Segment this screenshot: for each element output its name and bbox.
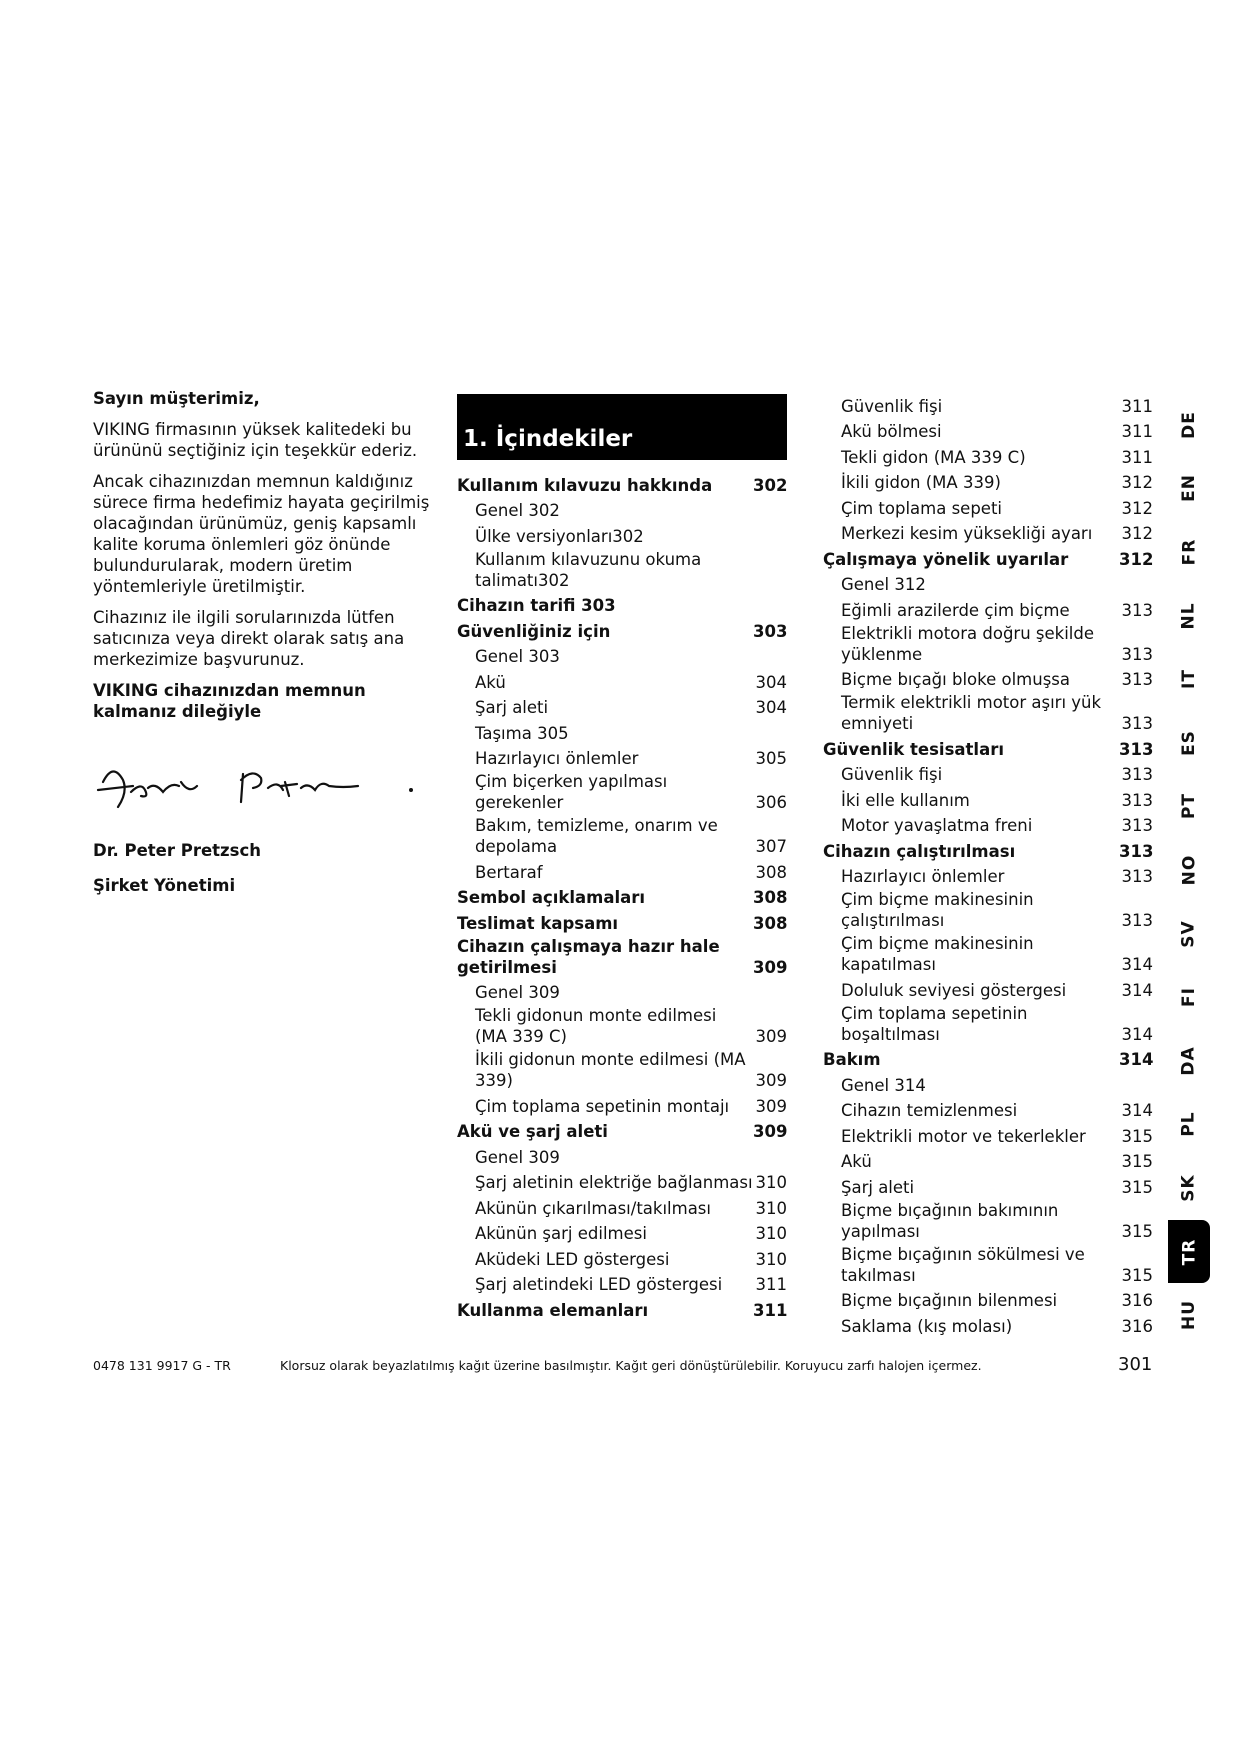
toc-entry-title: Cihazın tarifi 303 xyxy=(457,596,616,615)
toc-entry-title: Sembol açıklamaları xyxy=(457,888,646,907)
toc-entry-page: 304 xyxy=(755,698,787,717)
toc-entry-page xyxy=(1119,1096,1153,1098)
toc-entry-page: 315 xyxy=(1121,1177,1153,1197)
toc-entry[interactable] xyxy=(823,1244,1153,1288)
toc-entry-title: Kullanma elemanları xyxy=(457,1300,649,1320)
toc-entry[interactable] xyxy=(823,692,1153,736)
toc-entry-page: 309 xyxy=(753,1122,788,1141)
toc-entry-page xyxy=(753,521,787,523)
language-tab-fi[interactable] xyxy=(1168,965,1210,1029)
toc-entry-page: 311 xyxy=(1121,422,1153,441)
toc-entry-title: Akü xyxy=(841,1152,872,1171)
toc-entry-page: 302 xyxy=(753,475,788,495)
toc-entry-title: Akü ve şarj aleti xyxy=(457,1122,608,1141)
letter-paragraph: Ancak cihazınızdan memnun kaldığınız sürece firma hedefimiz hayata geçirilmiş olacağından ürünümüz, geniş kapsamlı kalite koruma önlemleri göz önünde bulundurularak, modern üretim yöntemleriyle üretilmiştir. xyxy=(93,472,430,596)
toc-entry[interactable] xyxy=(457,910,787,936)
toc-entry-title: Hazırlayıcı önlemler xyxy=(475,749,639,768)
toc-entry[interactable] xyxy=(823,470,1153,496)
toc-entry-title: Genel 312 xyxy=(841,575,926,594)
language-tab-label: DA xyxy=(1179,1046,1199,1076)
toc-entry-title: Termik elektrikli motor aşırı yük emniyeti xyxy=(841,693,1102,733)
signer-title: Şirket Yönetimi xyxy=(93,876,236,895)
toc-entry-title: Aküdeki LED göstergesi xyxy=(475,1249,670,1269)
toc-entry-title: Bakım xyxy=(823,1050,881,1069)
toc-entry[interactable] xyxy=(457,1221,787,1247)
toc-entry-title: Akü bölmesi xyxy=(841,422,942,441)
toc-entry[interactable] xyxy=(457,936,787,980)
language-tab-fr[interactable] xyxy=(1168,520,1210,584)
toc-entry[interactable] xyxy=(823,1003,1153,1047)
toc-entry-page xyxy=(753,1168,787,1170)
toc-entry-title: İkili gidonun monte edilmesi (MA 339) xyxy=(475,1050,746,1090)
toc-entry[interactable] xyxy=(823,1200,1153,1244)
language-tab-hu[interactable] xyxy=(1168,1283,1210,1347)
language-tab-label: HU xyxy=(1178,1300,1199,1331)
toc-entry-title: Saklama (kış molası) xyxy=(841,1316,1013,1336)
page-number: 301 xyxy=(1118,1354,1153,1375)
letter-paragraph: Cihazınız ile ilgili sorularınızda lütfen satıcınıza veya direkt olarak satış ana merkezimize başvurunuz. xyxy=(93,608,405,669)
toc-entry-page: 311 xyxy=(753,1300,788,1320)
language-tab-label: EN xyxy=(1179,474,1199,503)
toc-entry-title: Biçme bıçağının bakımının yapılması xyxy=(841,1200,1059,1241)
language-tab-label: ES xyxy=(1178,729,1199,756)
toc-entry-title: Çim biçerken yapılması gerekenler xyxy=(475,772,668,812)
toc-entry[interactable] xyxy=(457,746,787,772)
language-tab-label: SK xyxy=(1178,1174,1199,1202)
toc-entry-title: Çim biçme makinesinin kapatılması xyxy=(841,934,1034,974)
toc-entry-title: Güvenlik tesisatları xyxy=(823,739,1004,759)
toc-entry-page xyxy=(753,616,787,618)
toc-entry-title: Kullanım kılavuzunu okuma talimatı302 xyxy=(475,549,702,590)
toc-entry-title: Genel 309 xyxy=(475,983,560,1002)
toc-entry-title: Cihazın çalışmaya hazır hale getirilmesi xyxy=(457,936,720,977)
toc-entry-page: 306 xyxy=(755,793,787,812)
language-tab-it[interactable] xyxy=(1168,647,1210,711)
toc-entry[interactable] xyxy=(823,623,1153,667)
toc-entry[interactable] xyxy=(457,1049,787,1093)
toc-entry-page: 313 xyxy=(1121,765,1153,784)
toc-entry-page: 305 xyxy=(755,749,787,768)
toc-entry-title: Biçme bıçağının bilenmesi xyxy=(841,1291,1058,1310)
toc-entry-page: 315 xyxy=(1121,1126,1153,1146)
toc-entry-page: 303 xyxy=(753,621,788,641)
toc-column-right xyxy=(823,393,1153,1339)
toc-entry-title: Akünün şarj edilmesi xyxy=(475,1224,647,1243)
signer-name: Dr. Peter Pretzsch xyxy=(93,841,261,860)
toc-entry[interactable] xyxy=(823,787,1153,813)
toc-entry[interactable] xyxy=(823,736,1153,762)
toc-title: 1. İçindekiler xyxy=(463,426,633,452)
toc-entry[interactable] xyxy=(823,813,1153,839)
language-tab-label: NO xyxy=(1179,854,1199,886)
toc-entry-title: Cihazın temizlenmesi xyxy=(841,1101,1018,1120)
language-tab-nl[interactable] xyxy=(1168,584,1210,648)
toc-entry[interactable] xyxy=(823,977,1153,1003)
toc-entry-title: Biçme bıçağının sökülmesi ve takılması xyxy=(841,1244,1085,1285)
toc-column-middle xyxy=(457,472,787,1323)
toc-entry-page: 313 xyxy=(1121,644,1153,664)
toc-entry[interactable] xyxy=(823,1174,1153,1200)
toc-entry-page: 315 xyxy=(1121,1221,1153,1241)
toc-entry-title: Motor yavaşlatma freni xyxy=(841,816,1033,835)
paper-note: Klorsuz olarak beyazlatılmış kağıt üzerine basılmıştır. Kağıt geri dönüştürülebilir. Koruyucu zarfı halojen içermez. xyxy=(280,1358,982,1373)
language-tab-en[interactable] xyxy=(1168,457,1210,521)
language-tab-label: TR xyxy=(1179,1238,1199,1265)
toc-entry-page: 316 xyxy=(1121,1316,1153,1336)
toc-entry-title: Elektrikli motora doğru şekilde yüklenme xyxy=(841,623,1095,664)
toc-entry-title: Eğimli arazilerde çim biçme xyxy=(841,600,1070,620)
toc-entry[interactable] xyxy=(457,720,787,746)
toc-entry[interactable] xyxy=(457,1093,787,1119)
toc-entry[interactable] xyxy=(457,1195,787,1221)
toc-entry[interactable] xyxy=(457,549,787,593)
handwritten-signature xyxy=(93,752,433,822)
toc-entry[interactable] xyxy=(823,546,1153,572)
toc-entry-page: 311 xyxy=(1121,447,1153,467)
toc-entry-page: 315 xyxy=(1121,1265,1153,1285)
toc-entry-page: 308 xyxy=(753,913,788,933)
toc-entry-page xyxy=(753,1003,787,1005)
language-tab-label: DE xyxy=(1178,410,1199,439)
language-tab-pt[interactable] xyxy=(1168,775,1210,839)
language-tab-tr[interactable] xyxy=(1168,1220,1210,1284)
toc-entry-page: 309 xyxy=(755,1096,787,1116)
toc-entry-title: Tekli gidon (MA 339 C) xyxy=(841,447,1026,467)
toc-entry-title: Bertaraf xyxy=(475,862,543,882)
toc-entry[interactable] xyxy=(823,419,1153,445)
toc-entry-page: 313 xyxy=(1121,600,1153,620)
toc-entry-page: 313 xyxy=(1119,739,1154,759)
toc-entry-page: 314 xyxy=(1121,1101,1153,1120)
toc-entry-title: Taşıma 305 xyxy=(475,723,569,743)
toc-entry-page: 314 xyxy=(1121,980,1153,1000)
toc-entry[interactable] xyxy=(457,695,787,721)
toc-entry-title: Cihazın çalıştırılması xyxy=(823,841,1016,861)
toc-entry-page: 311 xyxy=(755,1275,787,1294)
toc-entry[interactable] xyxy=(457,644,787,670)
toc-entry[interactable] xyxy=(457,523,787,549)
toc-entry-title: Şarj aletindeki LED göstergesi xyxy=(475,1275,723,1294)
toc-entry-page: 307 xyxy=(755,837,787,856)
toc-entry-title: İkili gidon (MA 339) xyxy=(841,473,1001,492)
toc-entry[interactable] xyxy=(823,838,1153,864)
toc-entry-page: 310 xyxy=(755,1224,787,1243)
toc-entry-page: 314 xyxy=(1119,1050,1154,1069)
toc-entry-page: 312 xyxy=(1119,549,1154,569)
toc-entry-title: Genel 314 xyxy=(841,1075,926,1095)
toc-title-banner xyxy=(457,394,787,460)
toc-entry[interactable] xyxy=(823,762,1153,788)
toc-entry[interactable] xyxy=(823,1072,1153,1098)
language-tab-de[interactable] xyxy=(1168,393,1210,457)
toc-entry[interactable] xyxy=(457,815,787,859)
toc-entry-page: 310 xyxy=(755,1249,787,1269)
toc-entry-title: Genel 302 xyxy=(475,501,560,520)
language-tab-label: SV xyxy=(1179,919,1199,948)
toc-entry-page: 313 xyxy=(1121,714,1153,733)
toc-entry[interactable] xyxy=(823,1313,1153,1339)
toc-entry-page: 308 xyxy=(755,862,787,882)
toc-entry[interactable] xyxy=(457,1119,787,1145)
toc-entry-page: 309 xyxy=(755,1027,787,1046)
toc-entry[interactable] xyxy=(457,618,787,644)
toc-entry-title: Ülke versiyonları302 xyxy=(475,526,644,546)
toc-entry[interactable] xyxy=(457,771,787,815)
toc-entry-page xyxy=(753,667,787,669)
toc-entry-title: Çim biçme makinesinin çalıştırılması xyxy=(841,890,1034,930)
toc-entry-title: Bakım, temizleme, onarım ve depolama xyxy=(475,816,718,856)
toc-entry[interactable] xyxy=(823,393,1153,419)
toc-entry-page xyxy=(1119,595,1153,597)
toc-entry-page xyxy=(753,744,787,746)
toc-entry[interactable] xyxy=(823,521,1153,547)
toc-entry[interactable] xyxy=(457,498,787,524)
document-code: 0478 131 9917 G - TR xyxy=(93,1358,231,1373)
toc-entry-title: Elektrikli motor ve tekerlekler xyxy=(841,1126,1086,1146)
toc-entry-page: 313 xyxy=(1121,911,1153,930)
toc-entry-title: Merkezi kesim yüksekliği ayarı xyxy=(841,524,1093,543)
toc-entry-page: 310 xyxy=(755,1198,787,1218)
toc-entry[interactable] xyxy=(823,1047,1153,1073)
toc-entry-title: Çalışmaya yönelik uyarılar xyxy=(823,549,1069,569)
toc-entry-page: 315 xyxy=(1121,1152,1153,1171)
language-tab-label: NL xyxy=(1179,602,1199,630)
toc-entry-title: Akü xyxy=(475,672,506,692)
toc-entry-page: 316 xyxy=(1121,1291,1153,1310)
toc-entry[interactable] xyxy=(457,669,787,695)
toc-entry-title: Çim toplama sepetinin boşaltılması xyxy=(841,1003,1028,1044)
toc-entry[interactable] xyxy=(457,1144,787,1170)
toc-entry-title: Biçme bıçağı bloke olmuşsa xyxy=(841,670,1071,689)
toc-entry[interactable] xyxy=(457,1246,787,1272)
toc-entry[interactable] xyxy=(823,667,1153,693)
toc-entry-title: Tekli gidonun monte edilmesi (MA 339 C) xyxy=(475,1006,717,1046)
toc-entry-title: Kullanım kılavuzu hakkında xyxy=(457,475,713,495)
toc-entry-title: Güvenlik fişi xyxy=(841,396,943,416)
toc-entry[interactable] xyxy=(823,1098,1153,1124)
language-tab-sv[interactable] xyxy=(1168,902,1210,966)
toc-entry-page: 308 xyxy=(753,888,788,907)
toc-entry-page: 313 xyxy=(1121,790,1153,810)
toc-entry-page xyxy=(753,591,787,593)
toc-entry[interactable] xyxy=(457,980,787,1006)
toc-entry-page: 312 xyxy=(1121,524,1153,543)
toc-entry[interactable] xyxy=(457,1297,787,1323)
toc-entry-title: Çim toplama sepeti xyxy=(841,498,1003,518)
toc-entry[interactable] xyxy=(823,444,1153,470)
toc-entry[interactable] xyxy=(457,1272,787,1298)
toc-entry[interactable] xyxy=(457,1005,787,1049)
language-tabs xyxy=(1168,393,1210,1347)
toc-entry-page: 309 xyxy=(755,1071,787,1090)
toc-entry-title: Hazırlayıcı önlemler xyxy=(841,867,1005,886)
toc-entry-title: Şarj aletinin elektriğe bağlanması xyxy=(475,1173,753,1192)
toc-entry-title: Güvenlik fişi xyxy=(841,765,943,784)
toc-entry-title: Genel 309 xyxy=(475,1147,560,1167)
letter xyxy=(93,388,433,906)
language-tab-no[interactable] xyxy=(1168,838,1210,902)
toc-entry[interactable] xyxy=(457,859,787,885)
toc-entry-page: 312 xyxy=(1121,498,1153,518)
toc-entry-page: 309 xyxy=(753,957,788,977)
toc-entry-title: Genel 303 xyxy=(475,647,560,666)
toc-entry-page: 314 xyxy=(1121,1024,1153,1044)
toc-entry-page xyxy=(753,547,787,549)
toc-entry[interactable] xyxy=(823,1288,1153,1314)
toc-entry[interactable] xyxy=(457,885,787,911)
toc-entry-title: Çim toplama sepetinin montajı xyxy=(475,1096,730,1116)
toc-entry[interactable] xyxy=(823,1149,1153,1175)
toc-entry-page: 310 xyxy=(755,1173,787,1192)
toc-entry-title: Doluluk seviyesi göstergesi xyxy=(841,980,1067,1000)
language-tab-label: IT xyxy=(1178,669,1199,690)
toc-entry-page: 313 xyxy=(1121,867,1153,886)
toc-entry-page: 304 xyxy=(755,672,787,692)
toc-entry-title: İki elle kullanım xyxy=(841,790,970,810)
language-tab-label: PL xyxy=(1178,1111,1199,1137)
language-tab-label: PT xyxy=(1179,793,1199,820)
language-tab-label: FR xyxy=(1178,538,1199,566)
toc-entry[interactable] xyxy=(823,933,1153,977)
toc-entry-page: 311 xyxy=(1121,396,1153,416)
toc-entry-title: Güvenliğiniz için xyxy=(457,621,611,641)
language-tab-da[interactable] xyxy=(1168,1029,1210,1093)
language-tab-pl[interactable] xyxy=(1168,1093,1210,1157)
toc-entry[interactable] xyxy=(823,572,1153,598)
language-tab-sk[interactable] xyxy=(1168,1156,1210,1220)
toc-entry-title: Akünün çıkarılması/takılması xyxy=(475,1198,711,1218)
toc-entry[interactable] xyxy=(823,597,1153,623)
toc-entry[interactable] xyxy=(823,864,1153,890)
toc-entry-page: 313 xyxy=(1119,841,1154,861)
language-tab-label: FI xyxy=(1178,987,1199,1008)
letter-closing: VIKING cihazınızdan memnun kalmanız dileğiyle xyxy=(93,681,366,721)
toc-entry[interactable] xyxy=(457,472,787,498)
toc-entry[interactable] xyxy=(823,1123,1153,1149)
toc-entry-title: Teslimat kapsamı xyxy=(457,913,619,933)
toc-entry-page: 312 xyxy=(1121,473,1153,492)
toc-entry[interactable] xyxy=(823,495,1153,521)
toc-entry-page: 314 xyxy=(1121,955,1153,974)
toc-entry-title: Şarj aleti xyxy=(841,1177,915,1197)
toc-entry-page: 313 xyxy=(1121,816,1153,835)
letter-paragraph: VIKING firmasının yüksek kalitedeki bu ürününü seçtiğiniz için teşekkür ederiz. xyxy=(93,420,418,460)
toc-entry-title: Şarj aleti xyxy=(475,698,549,717)
toc-entry-page: 313 xyxy=(1121,670,1153,689)
toc-entry[interactable] xyxy=(823,889,1153,933)
toc-entry[interactable] xyxy=(457,1170,787,1196)
greeting: Sayın müşterimiz, xyxy=(93,389,260,408)
toc-entry[interactable] xyxy=(457,593,787,619)
language-tab-es[interactable] xyxy=(1168,711,1210,775)
